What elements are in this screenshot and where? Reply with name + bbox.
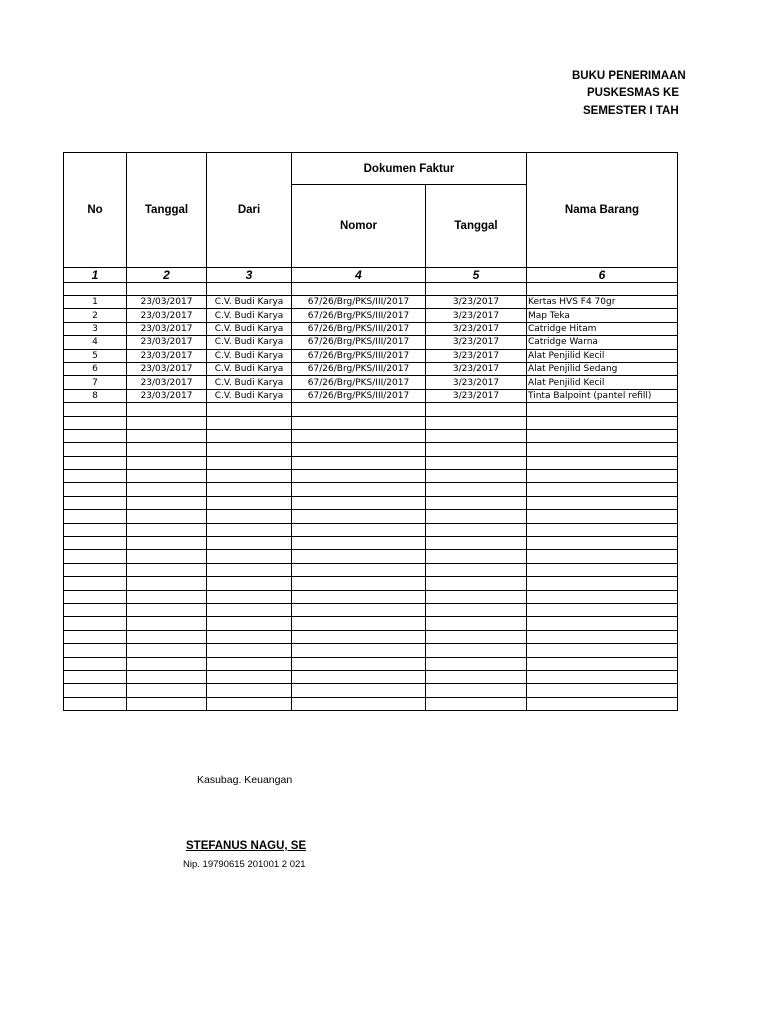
- cell-nama-barang: Alat Penjilid Kecil: [527, 349, 678, 362]
- header-dokumen-faktur: Dokumen Faktur: [292, 153, 527, 185]
- column-number: 4: [292, 268, 426, 283]
- empty-row: [64, 416, 678, 429]
- column-number: 1: [64, 268, 127, 283]
- table-row: [64, 376, 678, 389]
- cell-nama-barang: Catridge Hitam: [527, 322, 678, 335]
- cell-tanggal-faktur: 3/23/2017: [426, 309, 527, 322]
- cell-no: 5: [64, 349, 127, 362]
- cell-tanggal: 23/03/2017: [127, 309, 207, 322]
- header-nomor: Nomor: [292, 185, 426, 268]
- empty-row: [64, 630, 678, 643]
- cell-nama-barang: Catridge Warna: [527, 336, 678, 349]
- empty-row: [64, 470, 678, 483]
- empty-row: [64, 537, 678, 550]
- column-number: 5: [426, 268, 527, 283]
- cell-tanggal-faktur: 3/23/2017: [426, 349, 527, 362]
- column-number: 3: [207, 268, 292, 283]
- cell-tanggal-faktur: 3/23/2017: [426, 376, 527, 389]
- cell-tanggal: 23/03/2017: [127, 296, 207, 309]
- title-line-2: PUSKESMAS KE: [587, 87, 680, 99]
- cell-tanggal: 23/03/2017: [127, 389, 207, 402]
- empty-row: [64, 657, 678, 670]
- cell-nama-barang: Map Teka: [527, 309, 678, 322]
- empty-row: [64, 510, 678, 523]
- cell-no: 1: [64, 296, 127, 309]
- cell-dari: C.V. Budi Karya: [207, 296, 292, 309]
- cell-tanggal: 23/03/2017: [127, 336, 207, 349]
- empty-row: [64, 496, 678, 509]
- cell-dari: C.V. Budi Karya: [207, 349, 292, 362]
- spacer-row: [64, 283, 678, 296]
- ledger-sheet: [63, 152, 768, 712]
- cell-nomor: 67/26/Brg/PKS/III/2017: [292, 309, 426, 322]
- header-tanggal-faktur: Tanggal: [426, 185, 527, 268]
- empty-row: [64, 697, 678, 710]
- cell-tanggal-faktur: 3/23/2017: [426, 362, 527, 375]
- title-line-1: BUKU PENERIMAAN: [572, 70, 686, 82]
- cell-nomor: 67/26/Brg/PKS/III/2017: [292, 349, 426, 362]
- table-row: [64, 349, 678, 362]
- cell-tanggal: 23/03/2017: [127, 376, 207, 389]
- cell-nama-barang: Tinta Balpoint (pantel refill): [527, 389, 678, 402]
- cell-dari: C.V. Budi Karya: [207, 322, 292, 335]
- header-no: No: [64, 153, 127, 268]
- table-row: [64, 309, 678, 322]
- empty-row: [64, 603, 678, 616]
- empty-row: [64, 670, 678, 683]
- cell-tanggal: 23/03/2017: [127, 349, 207, 362]
- cell-nama-barang: Alat Penjilid Kecil: [527, 376, 678, 389]
- table-row: [64, 296, 678, 309]
- signatory-nip: Nip. 19790615 201001 2 021: [183, 859, 306, 870]
- cell-no: 2: [64, 309, 127, 322]
- cell-nomor: 67/26/Brg/PKS/III/2017: [292, 389, 426, 402]
- signatory-role: Kasubag. Keuangan: [197, 774, 293, 786]
- empty-row: [64, 403, 678, 416]
- cell-dari: C.V. Budi Karya: [207, 389, 292, 402]
- empty-row: [64, 563, 678, 576]
- cell-no: 7: [64, 376, 127, 389]
- empty-row: [64, 617, 678, 630]
- cell-nomor: 67/26/Brg/PKS/III/2017: [292, 336, 426, 349]
- cell-tanggal-faktur: 3/23/2017: [426, 322, 527, 335]
- empty-row: [64, 550, 678, 563]
- header-dari: Dari: [207, 153, 292, 268]
- cell-tanggal: 23/03/2017: [127, 322, 207, 335]
- cell-nama-barang: Alat Penjilid Sedang: [527, 362, 678, 375]
- table-row: [64, 362, 678, 375]
- cell-no: 8: [64, 389, 127, 402]
- empty-row: [64, 443, 678, 456]
- table-row: [64, 336, 678, 349]
- cell-nomor: 67/26/Brg/PKS/III/2017: [292, 362, 426, 375]
- receipt-ledger-table: [63, 152, 678, 711]
- empty-row: [64, 429, 678, 442]
- table-row: [64, 389, 678, 402]
- cell-nomor: 67/26/Brg/PKS/III/2017: [292, 376, 426, 389]
- cell-dari: C.V. Budi Karya: [207, 336, 292, 349]
- empty-row: [64, 483, 678, 496]
- empty-row: [64, 590, 678, 603]
- header-nama-barang: Nama Barang: [527, 153, 678, 268]
- cell-no: 3: [64, 322, 127, 335]
- column-number-row: [64, 268, 678, 283]
- cell-tanggal-faktur: 3/23/2017: [426, 336, 527, 349]
- cell-dari: C.V. Budi Karya: [207, 309, 292, 322]
- table-row: [64, 322, 678, 335]
- empty-row: [64, 577, 678, 590]
- cell-nomor: 67/26/Brg/PKS/III/2017: [292, 322, 426, 335]
- cell-nomor: 67/26/Brg/PKS/III/2017: [292, 296, 426, 309]
- cell-no: 4: [64, 336, 127, 349]
- title-line-3: SEMESTER I TAH: [583, 105, 679, 117]
- empty-row: [64, 684, 678, 697]
- column-number: 2: [127, 268, 207, 283]
- empty-row: [64, 523, 678, 536]
- cell-tanggal: 23/03/2017: [127, 362, 207, 375]
- cell-tanggal-faktur: 3/23/2017: [426, 296, 527, 309]
- empty-row: [64, 644, 678, 657]
- empty-row: [64, 456, 678, 469]
- signatory-name: STEFANUS NAGU, SE: [186, 840, 307, 852]
- header-tanggal: Tanggal: [127, 153, 207, 268]
- cell-dari: C.V. Budi Karya: [207, 362, 292, 375]
- cell-tanggal-faktur: 3/23/2017: [426, 389, 527, 402]
- column-number: 6: [527, 268, 678, 283]
- cell-no: 6: [64, 362, 127, 375]
- cell-nama-barang: Kertas HVS F4 70gr: [527, 296, 678, 309]
- cell-dari: C.V. Budi Karya: [207, 376, 292, 389]
